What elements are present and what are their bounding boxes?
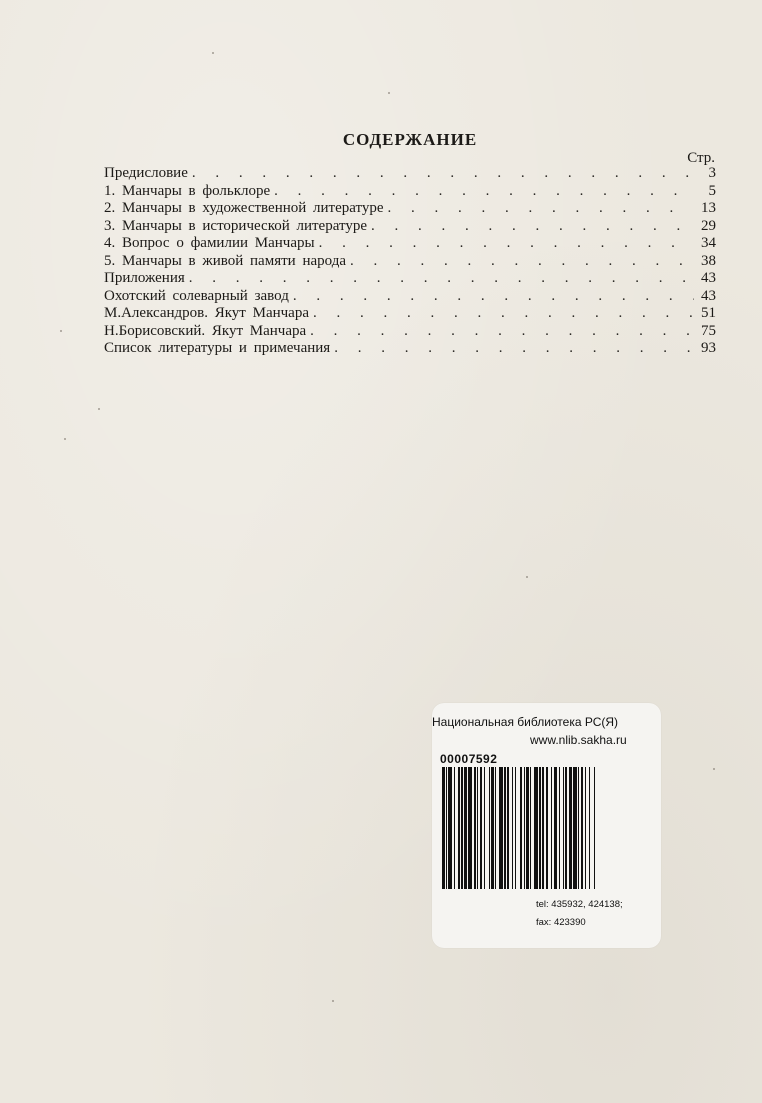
inventory-code: 00007592 — [440, 752, 498, 766]
paper-speck — [713, 768, 715, 770]
toc-leader-dots — [371, 218, 694, 236]
paper-speck — [332, 1000, 334, 1002]
page-title: СОДЕРЖАНИЕ — [342, 130, 478, 149]
toc-leader-dots — [192, 165, 694, 183]
toc-entry-page: 5 — [708, 182, 716, 199]
toc-entry — [104, 183, 716, 201]
toc-entry — [104, 270, 716, 288]
toc-entry — [104, 340, 716, 358]
toc-leader-dots — [319, 235, 694, 253]
toc-entry — [104, 288, 716, 306]
toc-entry-page: 43 — [701, 287, 716, 304]
paper-speck — [64, 438, 66, 440]
paper-speck — [212, 52, 214, 54]
toc-entry-page: 34 — [701, 235, 716, 251]
toc-leader-dots — [293, 288, 694, 306]
toc-leader-dots — [388, 200, 694, 218]
toc-entry-title: Н.Борисовский. Якут Манчара — [104, 322, 307, 339]
paper-speck — [526, 576, 528, 578]
toc-entry — [104, 305, 716, 323]
toc-leader-dots — [334, 340, 694, 358]
toc-entry-page: 75 — [701, 322, 716, 339]
library-name: Национальная библиотека РС(Я) — [432, 715, 619, 729]
toc-entry-page: 93 — [701, 340, 716, 356]
table-of-contents — [104, 165, 716, 358]
toc-entry-title: 5. Манчары в живой памяти народа — [104, 252, 346, 269]
toc-entry-title: Приложения — [104, 270, 185, 286]
toc-entry-page: 29 — [701, 217, 716, 234]
toc-entry — [104, 235, 716, 253]
toc-entry — [104, 165, 716, 183]
toc-entry-title: 3. Манчары в исторической литературе — [104, 217, 368, 234]
toc-entry-page: 43 — [701, 270, 716, 286]
toc-entry-page: 13 — [701, 200, 716, 216]
toc-leader-dots — [310, 323, 694, 341]
toc-entry — [104, 323, 716, 341]
library-fax: fax: 423390 — [536, 917, 586, 928]
library-url: www.nlib.sakha.ru — [530, 733, 627, 747]
toc-entry-page: 38 — [701, 252, 716, 269]
paper-speck — [388, 92, 390, 94]
toc-leader-dots — [313, 305, 694, 323]
toc-entry — [104, 218, 716, 236]
paper-speck — [98, 408, 100, 410]
toc-entry-page: 51 — [701, 305, 716, 321]
library-telephone: tel: 435932, 424138; — [536, 899, 623, 910]
toc-leader-dots — [274, 183, 694, 201]
toc-entry-title: 1. Манчары в фольклоре — [104, 182, 271, 199]
toc-leader-dots — [350, 253, 694, 271]
library-barcode-label — [432, 703, 661, 948]
toc-entry-title: Предисловие — [104, 165, 188, 181]
toc-entry-title: Охотский солеварный завод — [104, 287, 289, 304]
toc-entry-title: М.Александров. Якут Манчара — [104, 305, 309, 321]
toc-entry — [104, 200, 716, 218]
toc-entry-title: 2. Манчары в художественной литературе — [104, 200, 384, 216]
toc-entry-title: Список литературы и примечания — [104, 340, 331, 356]
toc-entry — [104, 253, 716, 271]
barcode-gap — [595, 767, 598, 889]
toc-entry-page: 3 — [708, 165, 716, 181]
page-number-column-header: Стр. — [687, 150, 715, 166]
toc-entry-title: 4. Вопрос о фамилии Манчары — [104, 235, 315, 251]
toc-leader-dots — [189, 270, 694, 288]
paper-speck — [60, 330, 62, 332]
barcode-icon — [442, 767, 642, 889]
